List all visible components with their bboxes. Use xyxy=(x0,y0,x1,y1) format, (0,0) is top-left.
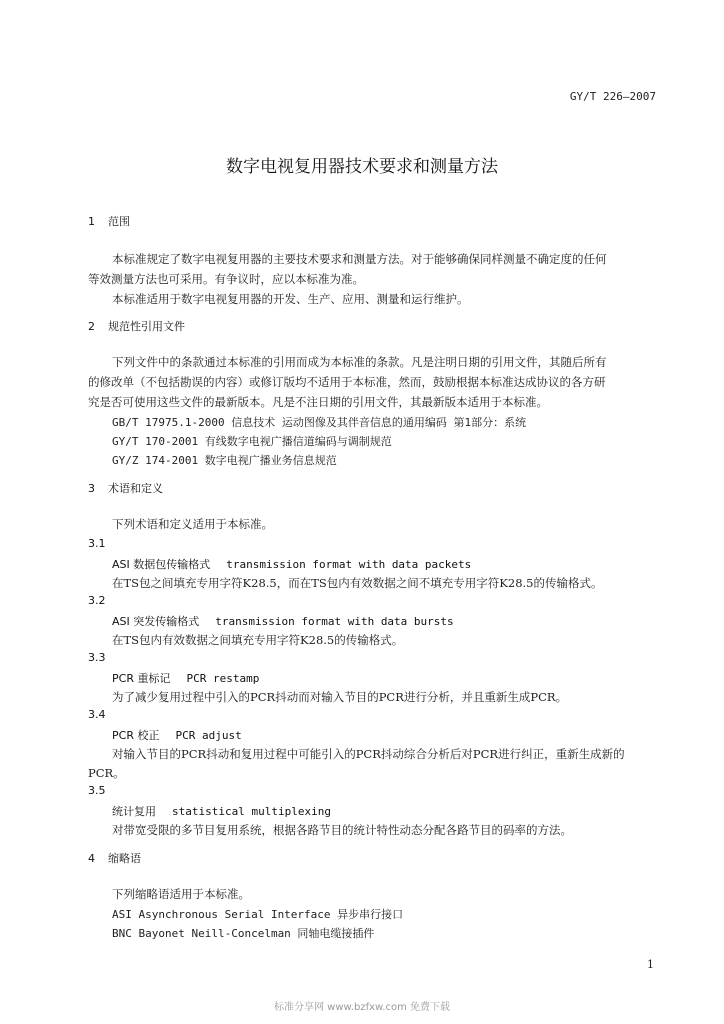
page-number: 1 xyxy=(647,958,654,971)
term-cn: ASI 突发传输格式 xyxy=(112,615,200,628)
term-definition: 在TS包内有效数据之间填充专用字符K28.5的传输格式。 xyxy=(112,633,404,647)
section-2-para-line-3: 究是否可使用这些文件的最新版本。凡是不注日期的引用文件，其最新版本适用于本标准。 xyxy=(88,395,548,409)
section-2-para-line-1: 下列文件中的条款通过本标准的引用而成为本标准的条款。凡是注明日期的引用文件，其随后所有 xyxy=(112,355,607,369)
section-1-para-2: 本标准适用于数字电视复用器的开发、生产、应用、测量和运行维护。 xyxy=(112,292,469,306)
term-title xyxy=(112,670,259,686)
abbreviation-item: BNC Bayonet Neill-Concelman 同轴电缆接插件 xyxy=(112,927,375,940)
term-title xyxy=(112,556,471,572)
reference-item: GB/T 17975.1-2000 信息技术 运动图像及其伴音信息的通用编码 第1部分：系统 xyxy=(112,416,527,429)
section-2-para-line-2: 的修改单（不包括勘误的内容）或修订版均不适用于本标准，然而，鼓励根据本标准达成协议的各方研 xyxy=(88,375,606,389)
term-definition: 在TS包之间填充专用字符K28.5，而在TS包内有效数据之间不填充专用字符K28.5的传输格式。 xyxy=(112,576,603,590)
section-3-title: 术语和定义 xyxy=(108,482,163,495)
term-definition: 对输入节目的PCR抖动和复用过程中可能引入的PCR抖动综合分析后对PCR进行纠正，重新生成新的 xyxy=(112,747,625,761)
term-en: PCR restamp xyxy=(186,672,260,685)
term-title xyxy=(112,613,454,629)
term-cn: ASI 数据包传输格式 xyxy=(112,558,211,571)
term-en: transmission format with data bursts xyxy=(215,615,454,628)
section-2-title: 规范性引用文件 xyxy=(108,320,185,333)
abbreviation-item: ASI Asynchronous Serial Interface 异步串行接口 xyxy=(112,908,404,921)
term-en: PCR adjust xyxy=(175,729,242,742)
section-4-intro: 下列缩略语适用于本标准。 xyxy=(112,887,250,901)
term-definition: 为了减少复用过程中引入的PCR抖动而对输入节目的PCR进行分析，并且重新生成PCR。 xyxy=(112,690,568,704)
section-1-number: 1 xyxy=(88,215,95,228)
section-3-intro: 下列术语和定义适用于本标准。 xyxy=(112,517,273,531)
section-3-number: 3 xyxy=(88,482,95,495)
reference-item: GY/Z 174-2001 数字电视广播业务信息规范 xyxy=(112,454,337,467)
section-1-para-1-line-2: 等效测量方法也可采用。有争议时，应以本标准为准。 xyxy=(88,272,364,286)
term-definition-cont: PCR。 xyxy=(88,766,125,780)
term-title xyxy=(112,803,331,819)
standard-number: GY/T 226—2007 xyxy=(569,90,656,103)
term-cn: PCR 重标记 xyxy=(112,672,171,685)
term-en: statistical multiplexing xyxy=(172,805,331,818)
reference-item: GY/T 170-2001 有线数字电视广播信道编码与调制规范 xyxy=(112,435,392,448)
term-definition: 对带宽受限的多节目复用系统，根据各路节目的统计特性动态分配各路节目的码率的方法。 xyxy=(112,823,572,837)
term-en: transmission format with data packets xyxy=(226,558,472,571)
section-2-heading xyxy=(88,318,185,334)
document-title: 数字电视复用器技术要求和测量方法 xyxy=(226,157,498,177)
term-title xyxy=(112,727,242,743)
term-number: 3.3 xyxy=(88,651,106,664)
term-number: 3.4 xyxy=(88,708,106,721)
section-4-heading xyxy=(88,850,141,866)
term-number: 3.1 xyxy=(88,537,106,550)
term-number: 3.2 xyxy=(88,594,106,607)
section-1-title: 范围 xyxy=(108,215,130,228)
section-3-heading xyxy=(88,480,163,496)
section-4-number: 4 xyxy=(88,852,95,865)
section-2-number: 2 xyxy=(88,320,95,333)
section-4-title: 缩略语 xyxy=(108,852,141,865)
term-number: 3.5 xyxy=(88,784,106,797)
term-cn: 统计复用 xyxy=(112,805,156,818)
footer-watermark: 标准分享网 www.bzfxw.com 免费下载 xyxy=(274,1002,450,1013)
section-1-heading xyxy=(88,213,130,229)
section-1-para-1-line-1: 本标准规定了数字电视复用器的主要技术要求和测量方法。对于能够确保同样测量不确定度的任何 xyxy=(112,252,607,266)
term-cn: PCR 校正 xyxy=(112,729,160,742)
